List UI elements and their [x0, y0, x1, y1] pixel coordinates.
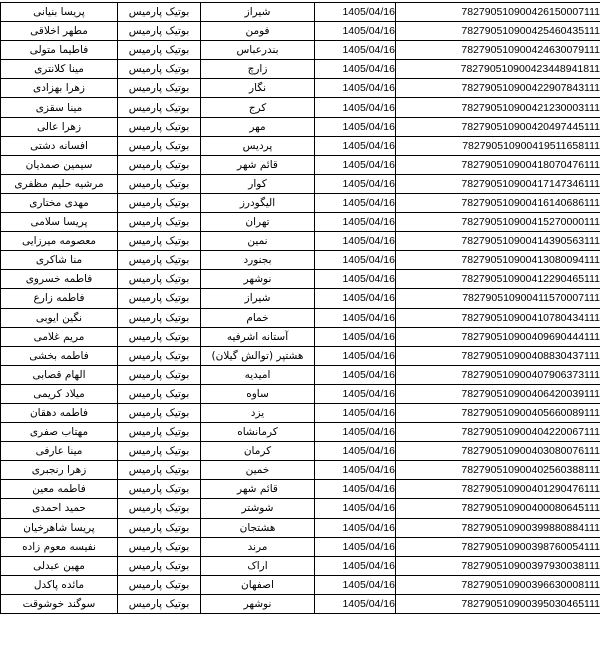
shop-name-cell: بوتیک پارمیس [118, 3, 201, 22]
shop-name-cell: بوتیک پارمیس [118, 556, 201, 575]
shop-name-cell: بوتیک پارمیس [118, 461, 201, 480]
shop-name-cell: بوتیک پارمیس [118, 136, 201, 155]
city-cell: شیراز [201, 289, 315, 308]
tracking-code-cell: 782790510900404220067111 [396, 423, 600, 442]
table-row [1, 60, 600, 79]
table-row [1, 251, 600, 270]
city-cell: اصفهان [201, 575, 315, 594]
city-cell: ساوه [201, 384, 315, 403]
table-row [1, 423, 600, 442]
table-row [1, 136, 600, 155]
date-cell: 1405/04/16 [315, 575, 396, 594]
table-row [1, 174, 600, 193]
shop-name-cell: بوتیک پارمیس [118, 442, 201, 461]
shop-name-cell: بوتیک پارمیس [118, 346, 201, 365]
table-row [1, 98, 600, 117]
shop-name-cell: بوتیک پارمیس [118, 232, 201, 251]
shop-name-cell: بوتیک پارمیس [118, 403, 201, 422]
table-row [1, 365, 600, 384]
table-row [1, 461, 600, 480]
table-row [1, 155, 600, 174]
tracking-code-cell: 782790510900412290465111 [396, 270, 600, 289]
date-cell: 1405/04/16 [315, 518, 396, 537]
table-row [1, 403, 600, 422]
date-cell: 1405/04/16 [315, 423, 396, 442]
date-cell: 1405/04/16 [315, 251, 396, 270]
table-row [1, 270, 600, 289]
shop-name-cell: بوتیک پارمیس [118, 537, 201, 556]
date-cell: 1405/04/16 [315, 346, 396, 365]
recipient-name-cell: منا شاکری [1, 251, 118, 270]
table-row [1, 41, 600, 60]
city-cell: اراک [201, 556, 315, 575]
recipient-name-cell: نگین ایوبی [1, 308, 118, 327]
city-cell: کوار [201, 174, 315, 193]
tracking-code-cell: 782790510900415270000111 [396, 213, 600, 232]
shop-name-cell: بوتیک پارمیس [118, 251, 201, 270]
table-row [1, 556, 600, 575]
recipient-name-cell: مائده پاکدل [1, 575, 118, 594]
tracking-code-cell: 782790510900419511658111 [396, 136, 600, 155]
tracking-code-cell: 782790510900426150007111 [396, 3, 600, 22]
date-cell: 1405/04/16 [315, 442, 396, 461]
date-cell: 1405/04/16 [315, 365, 396, 384]
table-row [1, 594, 600, 613]
table-row [1, 346, 600, 365]
shop-name-cell: بوتیک پارمیس [118, 117, 201, 136]
recipient-name-cell: زهرا عالی [1, 117, 118, 136]
tracking-code-cell: 782790510900421230003111 [396, 98, 600, 117]
shop-name-cell: بوتیک پارمیس [118, 480, 201, 499]
date-cell: 1405/04/16 [315, 594, 396, 613]
table-row [1, 384, 600, 403]
city-cell: امیدیه [201, 365, 315, 384]
recipient-name-cell: میلاد کریمی [1, 384, 118, 403]
table-row [1, 3, 600, 22]
recipient-name-cell: مریم غلامی [1, 327, 118, 346]
table-row [1, 327, 600, 346]
date-cell: 1405/04/16 [315, 480, 396, 499]
shop-name-cell: بوتیک پارمیس [118, 60, 201, 79]
table-row [1, 518, 600, 537]
shop-name-cell: بوتیک پارمیس [118, 289, 201, 308]
city-cell: قائم شهر [201, 155, 315, 174]
shop-name-cell: بوتیک پارمیس [118, 499, 201, 518]
city-cell: کرمان [201, 442, 315, 461]
tracking-code-cell: 782790510900414390563111 [396, 232, 600, 251]
table-row [1, 499, 600, 518]
shop-name-cell: بوتیک پارمیس [118, 213, 201, 232]
date-cell: 1405/04/16 [315, 174, 396, 193]
city-cell: شیراز [201, 3, 315, 22]
recipient-name-cell: مهدی مختاری [1, 193, 118, 212]
tracking-code-cell: 782790510900408830437111 [396, 346, 600, 365]
recipient-name-cell: پریسا شاهرخیان [1, 518, 118, 537]
tracking-code-cell: 782790510900407906373111 [396, 365, 600, 384]
recipient-name-cell: حمید احمدی [1, 499, 118, 518]
tracking-code-cell: 782790510900425460435111 [396, 22, 600, 41]
date-cell: 1405/04/16 [315, 308, 396, 327]
tracking-code-cell: 782790510900401290476111 [396, 480, 600, 499]
recipient-name-cell: مهتاب صفری [1, 423, 118, 442]
city-cell: هشتپر (توالش گیلان) [201, 346, 315, 365]
date-cell: 1405/04/16 [315, 155, 396, 174]
recipient-name-cell: فاطمه خسروی [1, 270, 118, 289]
shipment-table [0, 2, 600, 614]
recipient-name-cell: سوگند خوشوقت [1, 594, 118, 613]
city-cell: مهر [201, 117, 315, 136]
city-cell: قائم شهر [201, 480, 315, 499]
date-cell: 1405/04/16 [315, 213, 396, 232]
city-cell: شوشتر [201, 499, 315, 518]
date-cell: 1405/04/16 [315, 499, 396, 518]
shop-name-cell: بوتیک پارمیس [118, 575, 201, 594]
date-cell: 1405/04/16 [315, 3, 396, 22]
city-cell: مرند [201, 537, 315, 556]
date-cell: 1405/04/16 [315, 22, 396, 41]
city-cell: خمام [201, 308, 315, 327]
city-cell: یزد [201, 403, 315, 422]
shop-name-cell: بوتیک پارمیس [118, 155, 201, 174]
table-row [1, 79, 600, 98]
date-cell: 1405/04/16 [315, 403, 396, 422]
table-row [1, 289, 600, 308]
city-cell: کرج [201, 98, 315, 117]
date-cell: 1405/04/16 [315, 98, 396, 117]
shop-name-cell: بوتیک پارمیس [118, 423, 201, 442]
date-cell: 1405/04/16 [315, 327, 396, 346]
city-cell: فومن [201, 22, 315, 41]
tracking-code-cell: 782790510900399880884111 [396, 518, 600, 537]
recipient-name-cell: مینا سقزی [1, 98, 118, 117]
recipient-name-cell: فاطیما متولی [1, 41, 118, 60]
recipient-name-cell: پریسا بنیانی [1, 3, 118, 22]
table-body [1, 3, 600, 614]
recipient-name-cell: مهین عبدلی [1, 556, 118, 575]
shop-name-cell: بوتیک پارمیس [118, 174, 201, 193]
date-cell: 1405/04/16 [315, 270, 396, 289]
city-cell: نوشهر [201, 270, 315, 289]
recipient-name-cell: مینا عارفی [1, 442, 118, 461]
shop-name-cell: بوتیک پارمیس [118, 594, 201, 613]
tracking-code-cell: 782790510900405660089111 [396, 403, 600, 422]
city-cell: بندرعباس [201, 41, 315, 60]
shop-name-cell: بوتیک پارمیس [118, 384, 201, 403]
shop-name-cell: بوتیک پارمیس [118, 79, 201, 98]
tracking-code-cell: 782790510900409690444111 [396, 327, 600, 346]
recipient-name-cell: معصومه میرزایی [1, 232, 118, 251]
recipient-name-cell: مرشیه حلیم مظفری [1, 174, 118, 193]
date-cell: 1405/04/16 [315, 289, 396, 308]
date-cell: 1405/04/16 [315, 384, 396, 403]
city-cell: بجنورد [201, 251, 315, 270]
date-cell: 1405/04/16 [315, 79, 396, 98]
recipient-name-cell: مطهر اخلاقی [1, 22, 118, 41]
shop-name-cell: بوتیک پارمیس [118, 308, 201, 327]
tracking-code-cell: 782790510900395030465111 [396, 594, 600, 613]
recipient-name-cell: فاطمه دهقان [1, 403, 118, 422]
recipient-name-cell: افسانه دشتی [1, 136, 118, 155]
tracking-code-cell: 782790510900422907843111 [396, 79, 600, 98]
city-cell: پردیس [201, 136, 315, 155]
recipient-name-cell: فاطمه معین [1, 480, 118, 499]
city-cell: نوشهر [201, 594, 315, 613]
tracking-code-cell: 782790510900420497445111 [396, 117, 600, 136]
tracking-code-cell: 782790510900402560388111 [396, 461, 600, 480]
tracking-code-cell: 782790510900418070476111 [396, 155, 600, 174]
date-cell: 1405/04/16 [315, 193, 396, 212]
tracking-code-cell: 782790510900424630079111 [396, 41, 600, 60]
tracking-code-cell: 782790510900400080645111 [396, 499, 600, 518]
table-row [1, 213, 600, 232]
recipient-name-cell: الهام قصابی [1, 365, 118, 384]
table-row [1, 193, 600, 212]
recipient-name-cell: فاطمه بخشی [1, 346, 118, 365]
tracking-code-cell: 782790510900410780434111 [396, 308, 600, 327]
tracking-code-cell: 782790510900403080076111 [396, 442, 600, 461]
table-row [1, 480, 600, 499]
tracking-code-cell: 782790510900413080094111 [396, 251, 600, 270]
recipient-name-cell: زهرا بهزادی [1, 79, 118, 98]
recipient-name-cell: زهرا رنجبری [1, 461, 118, 480]
tracking-code-cell: 782790510900396630008111 [396, 575, 600, 594]
recipient-name-cell: سیمین صمدیان [1, 155, 118, 174]
date-cell: 1405/04/16 [315, 556, 396, 575]
table-row [1, 442, 600, 461]
city-cell: کرمانشاه [201, 423, 315, 442]
table-row [1, 232, 600, 251]
city-cell: خمین [201, 461, 315, 480]
city-cell: تهران [201, 213, 315, 232]
tracking-code-cell: 782790510900423448941811 [396, 60, 600, 79]
table-row [1, 575, 600, 594]
shop-name-cell: بوتیک پارمیس [118, 193, 201, 212]
tracking-code-cell: 782790510900406420039111 [396, 384, 600, 403]
tracking-code-cell: 782790510900411570007111 [396, 289, 600, 308]
recipient-name-cell: نفیسه معوم زاده [1, 537, 118, 556]
date-cell: 1405/04/16 [315, 60, 396, 79]
shop-name-cell: بوتیک پارمیس [118, 98, 201, 117]
tracking-code-cell: 782790510900398760054111 [396, 537, 600, 556]
date-cell: 1405/04/16 [315, 117, 396, 136]
shop-name-cell: بوتیک پارمیس [118, 270, 201, 289]
date-cell: 1405/04/16 [315, 41, 396, 60]
date-cell: 1405/04/16 [315, 136, 396, 155]
recipient-name-cell: فاطمه زارع [1, 289, 118, 308]
tracking-code-cell: 782790510900416140686111 [396, 193, 600, 212]
city-cell: زارچ [201, 60, 315, 79]
city-cell: الیگودرز [201, 193, 315, 212]
shop-name-cell: بوتیک پارمیس [118, 518, 201, 537]
table-row [1, 117, 600, 136]
shop-name-cell: بوتیک پارمیس [118, 327, 201, 346]
shop-name-cell: بوتیک پارمیس [118, 41, 201, 60]
date-cell: 1405/04/16 [315, 537, 396, 556]
tracking-code-cell: 782790510900397930038111 [396, 556, 600, 575]
table-row [1, 308, 600, 327]
date-cell: 1405/04/16 [315, 232, 396, 251]
date-cell: 1405/04/16 [315, 461, 396, 480]
city-cell: نگار [201, 79, 315, 98]
shop-name-cell: بوتیک پارمیس [118, 365, 201, 384]
table-row [1, 537, 600, 556]
recipient-name-cell: مینا کلانتری [1, 60, 118, 79]
recipient-name-cell: پریسا سلامی [1, 213, 118, 232]
city-cell: هشتجان [201, 518, 315, 537]
city-cell: آستانه اشرفیه [201, 327, 315, 346]
shop-name-cell: بوتیک پارمیس [118, 22, 201, 41]
city-cell: نمین [201, 232, 315, 251]
table-row [1, 22, 600, 41]
tracking-code-cell: 782790510900417147346111 [396, 174, 600, 193]
